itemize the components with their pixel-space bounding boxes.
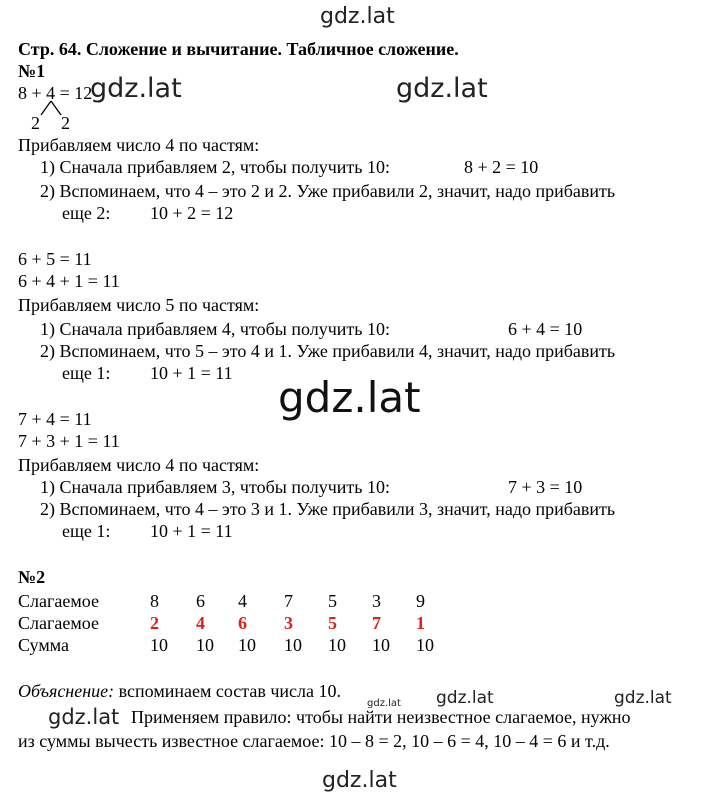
table-cell-answer: 3 — [284, 613, 293, 633]
ex2-intro: Прибавляем число 5 по частям: — [18, 295, 260, 315]
watermark-row1-left: gdz.lat — [90, 74, 186, 104]
table-cell: 10 — [416, 635, 434, 655]
page-title: Стр. 64. Сложение и вычитание. Табличное сложение. — [18, 39, 459, 59]
table-cell-answer: 4 — [196, 613, 205, 633]
ex2-step1-eq: 6 + 4 = 10 — [508, 319, 583, 339]
rule-line-2: из суммы вычесть известное слагаемое: 10 – 8 = 2, 10 – 6 = 4, 10 – 4 = 6 и т.д. — [18, 731, 610, 751]
ex3-step2: 2) Вспоминаем, что 4 – это 3 и 1. Уже прибавили 3, значит, надо прибавить — [40, 499, 616, 519]
ex1-step1-eq: 8 + 2 = 10 — [464, 157, 539, 177]
table-cell-answer: 6 — [238, 613, 247, 633]
ex3-step2-eq: 10 + 1 = 11 — [150, 521, 233, 541]
ex2-step2-eq: 10 + 1 = 11 — [150, 363, 233, 383]
table-cell: 10 — [150, 635, 168, 655]
table-cell-answer: 2 — [150, 613, 159, 633]
watermark-bottom-right: gdz.lat — [614, 688, 672, 708]
ex3-equation: 7 + 4 = 11 — [18, 409, 92, 429]
task2-number: №2 — [18, 567, 46, 587]
ex2-equation: 6 + 5 = 11 — [18, 249, 92, 269]
ex1-step1: 1) Сначала прибавляем 2, чтобы получить 10: — [40, 157, 390, 177]
table-row-label: Сумма — [18, 635, 69, 655]
watermark-top: gdz.lat — [320, 4, 395, 29]
ex3-step2-cont: еще 1: — [62, 521, 111, 541]
watermark-middle: gdz.lat — [278, 373, 421, 422]
explanation-text: вспоминаем состав числа 10. — [118, 681, 341, 701]
table-cell: 10 — [328, 635, 346, 655]
watermark-bottom-left: gdz.lat — [48, 705, 120, 729]
watermark-footer: gdz.lat — [322, 768, 397, 793]
ex1-equation: 8 + 4 = 12 — [18, 83, 93, 103]
rule-line-1: Применяем правило: чтобы найти неизвестное слагаемое, нужно — [131, 707, 631, 727]
table-cell: 6 — [196, 591, 205, 611]
table-cell: 3 — [372, 591, 381, 611]
ex3-intro: Прибавляем число 4 по частям: — [18, 455, 260, 475]
table-cell: 10 — [196, 635, 214, 655]
table-cell: 10 — [238, 635, 256, 655]
ex1-step2-cont: еще 2: — [62, 203, 111, 223]
watermark-bottom-mid: gdz.lat — [436, 688, 494, 708]
table-cell-answer: 1 — [416, 613, 425, 633]
ex2-step2: 2) Вспоминаем, что 5 – это 4 и 1. Уже прибавили 4, значит, надо прибавить — [40, 341, 616, 361]
explanation-label: Объяснение: — [18, 681, 115, 701]
ex2-step1: 1) Сначала прибавляем 4, чтобы получить 10: — [40, 319, 390, 339]
watermark-small: gdz.lat — [367, 698, 401, 709]
ex3-step1-eq: 7 + 3 = 10 — [508, 477, 583, 497]
table-cell: 9 — [416, 591, 425, 611]
table-row-label: Слагаемое — [18, 591, 99, 611]
ex1-step2: 2) Вспоминаем, что 4 – это 2 и 2. Уже прибавили 2, значит, надо прибавить — [40, 181, 616, 201]
ex3-expanded: 7 + 3 + 1 = 11 — [18, 431, 120, 451]
table-row-label: Слагаемое — [18, 613, 99, 633]
table-cell: 4 — [238, 591, 247, 611]
ex1-split-left: 2 — [31, 113, 40, 133]
ex1-split-right: 2 — [61, 113, 70, 133]
table-cell: 5 — [328, 591, 337, 611]
table-cell: 7 — [284, 591, 293, 611]
table-cell-answer: 5 — [328, 613, 337, 633]
table-cell: 8 — [150, 591, 159, 611]
watermark-row1-right: gdz.lat — [396, 73, 488, 104]
table-cell: 10 — [372, 635, 390, 655]
explanation — [18, 680, 341, 702]
table-cell: 10 — [284, 635, 302, 655]
table-cell-answer: 7 — [372, 613, 381, 633]
ex2-expanded: 6 + 4 + 1 = 11 — [18, 271, 120, 291]
ex1-intro: Прибавляем число 4 по частям: — [18, 135, 260, 155]
ex1-step2-eq: 10 + 2 = 12 — [150, 203, 234, 223]
ex2-step2-cont: еще 1: — [62, 363, 111, 383]
task1-number: №1 — [18, 61, 46, 81]
ex3-step1: 1) Сначала прибавляем 3, чтобы получить 10: — [40, 477, 390, 497]
